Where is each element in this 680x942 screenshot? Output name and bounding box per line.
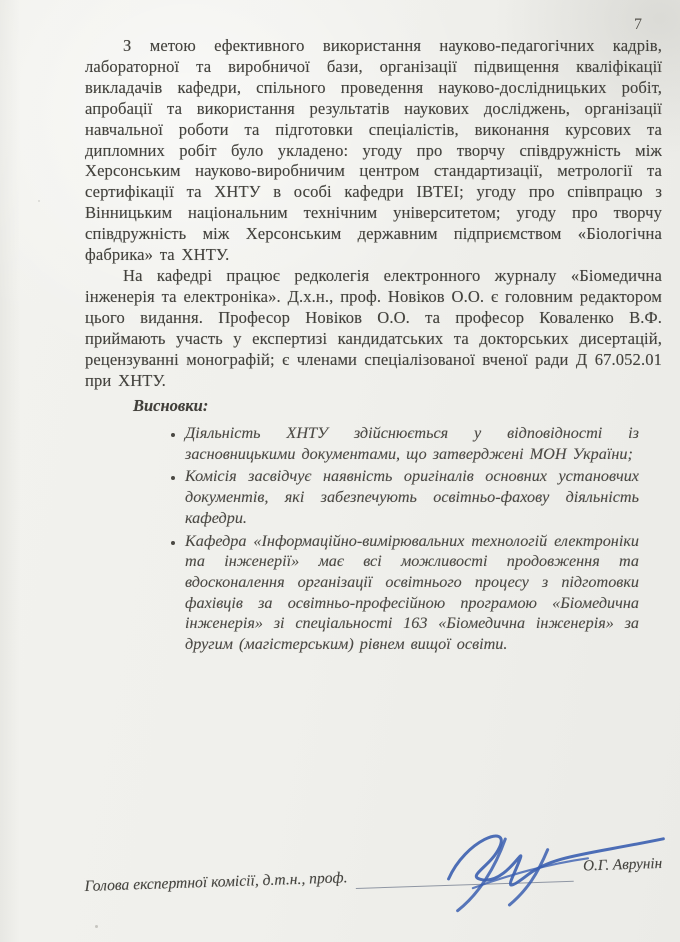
conclusion-item-text: Комісія засвідчує наявність оригіналів основних установчих документів, які забезпечують освітньо-фахову діяльність кафедри. bbox=[185, 467, 639, 527]
scan-speck bbox=[95, 925, 98, 928]
conclusions-section bbox=[133, 396, 639, 657]
paragraph-agreements: З метою ефективного використання науково-педагогічних кадрів, лабораторної та виробничої бази, організації підвищення кваліфікації викладачів кафедри, спільного проведення науково-дослідницьких робіт, апробації та використання результатів наукових досліджень, організації навчальної роботи та підготовки спеціалістів, виконання курсових та дипломних робіт було укладено: угоду про творчу співдружність між Херсонським науково-виробничим центром стандартизації, метрології та сертифікації та ХНТУ в особі кафедри ІВТЕІ; угоду про співпрацю з Вінницьким національним технічним університетом; угоду про творчу співдружність між Херсонським державним підприємством «Біологічна фабрика» та ХНТУ. bbox=[85, 36, 662, 265]
conclusions-list bbox=[133, 423, 639, 655]
signature-role-label: Голова експертної комісії, д.т.н., проф. bbox=[84, 869, 348, 896]
conclusion-item bbox=[185, 423, 639, 464]
paragraph-editorial-board: На кафедрі працює редколегія електронного журналу «Біомедична інженерія та електроніка». Д.х.н., проф. Новіков О.О. є головним редактором цього видання. Професор Новіков О.О. та професор Коваленко В.Ф. приймають участь у експертизі кандидатських та докторських дисертацій, рецензуванні монографій; є членами спеціалізованої вченої ради Д 67.052.01 при ХНТУ. bbox=[85, 265, 662, 390]
signer-name: О.Г. Аврунін bbox=[582, 854, 663, 875]
conclusion-item-text: Діяльність ХНТУ здійснюється у відповідності із засновницькими документами, що затверджені МОН України; bbox=[185, 424, 639, 463]
signature-rule-line bbox=[355, 861, 573, 889]
page-number: 7 bbox=[634, 16, 642, 33]
scan-speck bbox=[589, 620, 592, 622]
signature-block bbox=[84, 855, 662, 898]
conclusion-item bbox=[185, 466, 639, 528]
conclusion-item bbox=[185, 531, 639, 655]
scan-speck bbox=[38, 200, 40, 202]
conclusion-item-text: Кафедра «Інформаційно-вимірювальних технологій електроніки та інженерії» має всі можливості продовження та вдосконалення організації освітнього процесу з підготовки фахівців за освітньо-професійною програмою «Біомедична інженерія» зі спеціальності 163 «Біомедична інженерія» за другим (магістерським) рівнем вищої освіти. bbox=[185, 531, 639, 654]
document-body bbox=[85, 36, 662, 391]
conclusions-heading: Висновки: bbox=[133, 396, 209, 415]
